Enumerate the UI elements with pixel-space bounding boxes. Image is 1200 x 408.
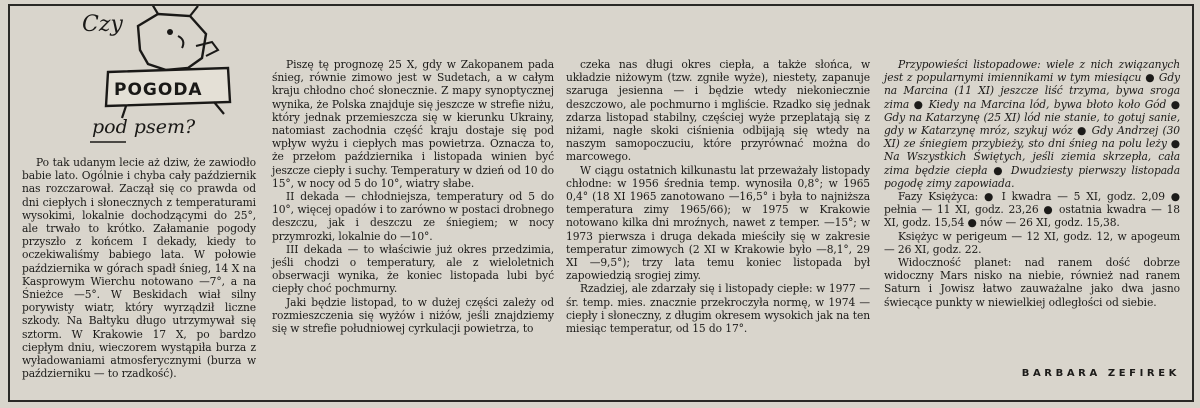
logo-title: POGODA — [114, 80, 203, 100]
frame-border-right — [1192, 4, 1194, 402]
paragraph: Rzadziej, ale zdarzały się i listopady ciepłe: w 1977 — śr. temp. mies. znacznie przekroczyła normę, w 1974 — ciepły i słoneczny, z długim okresem wysokich jak na ten miesiąc temperatur, od 15 do 17°. — [566, 282, 870, 336]
paragraph: Piszę tę prognozę 25 X, gdy w Zakopanem pada śnieg, równie zimowo jest w Sudetach, a w całym kraju chłodno choć słonecznie. Z mapy synoptycznej wynika, że Polska znajduje się jeszcze w strefie niżu, który jednak przemieszcza się w kierunku Ukrainy, natomiast zachodnia część kraju dostaje się pod wpływ wyżu i ciepłych mas powietrza. Oznacza to, że przełom października i listopada winien być jeszcze ciepły i suchy. Temperatury w dzień od 10 do 15°, w nocy od 5 do 10°, wiatry słabe. — [272, 58, 554, 190]
logo-pre-text: Czy — [82, 12, 123, 37]
paragraph: III dekada — to właściwie już okres przedzimia, jeśli chodzi o temperatury, ale z wieloletnich obserwacji wynika, że koniec listopada lubi być ciepły choć pochmurny. — [272, 242, 554, 296]
paragraph: W ciągu ostatnich kilkunastu lat przeważały listopady chłodne: w 1956 średnia temp. wynosiła 0,8°; w 1965 0,4° (18 XI 1965 zanotowano —16,5° i była to najniższa temperatura zimy 1965/66); w 1975 w Krakowie notowano kilka dni mroźnych, nawet z temper. —15°; w 1973 pierwsza i druga dekada mieściły się w zakresie temperatur zimowych (2 XI w Krakowie było —8,1°, 29 XI —9,5°); trzy lata temu koniec listopada był zapowiedzią srogiej zimy. — [566, 163, 870, 283]
article-column-2 — [272, 58, 554, 335]
paragraph: Jaki będzie listopad, to w dużej części zależy od rozmieszczenia się wyżów i niżów, jeśli znajdziemy się w strefie południowej cyrkulacji powietrza, to — [272, 295, 554, 336]
paragraph: Przypowieści listopadowe: wiele z nich związanych jest z popularnymi imiennikami w tym miesiącu ● Gdy na Marcina (11 XI) jeszcze liść trzyma, bywa sroga zima ● Kiedy na Marcina lód, bywa błoto koło Gód ● Gdy na Katarzynę (25 XI) lód nie stanie, to gotuj sanie, gdy w Katarzynę mróz, szykuj wóz ● Gdy Andrzej (30 XI) ze śniegiem przybieży, sto dni śnieg na polu leży ● Na Wszystkich Świętych, jeśli ziemia skrzepła, cała zima będzie ciepła ● Dwudziesty pierwszy listopada pogodę zimy zapowiada. — [884, 58, 1180, 190]
author-signature: BARBARA ZEFIREK — [1021, 368, 1180, 379]
paragraph: Księżyc w perigeum — 12 XI, godz. 12, w apogeum — 26 XI, godz. 22. — [884, 229, 1180, 256]
paragraph: Fazy Księżyca: ● I kwadra — 5 XI, godz. 2,09 ● pełnia — 11 XI, godz. 23,26 ● ostatnia kwadra — 18 XI, godz. 15,54 ● nów — 26 XI, godz. 15,38. — [884, 190, 1180, 230]
column-logo — [78, 6, 258, 154]
article-column-3 — [566, 58, 870, 335]
paragraph: Po tak udanym lecie aż dziw, że zawiodło babie lato. Ogólnie i chyba cały październik nas rozczarował. Zaczął się co prawda od dni ciepłych i słonecznych z temperaturami wysokimi, lokalnie dochodzącymi do 25°, ale trwało to krótko. Załamanie pogody przyszło z końcem I dekady, kiedy to oczekiwaliśmy babiego lata. W połowie października w górach spadł śnieg, 14 X na Kasprowym Wierchu notowano —7°, a na Śnieżce —5°. W Beskidach wiał silny porywisty wiatr, który wyrządził liczne szkody. Na Bałtyku długo utrzymywał się sztorm. W Krakowie 17 X, po bardzo ciepłym dniu, wieczorem wystąpiła burza z wyładowaniami atmosferycznymi (burza w październiku — to rzadkość). — [22, 156, 256, 381]
paragraph: czeka nas długi okres ciepła, a także słońca, w układzie niżowym (tzw. zgniłe wyże), niestety, zapanuje szaruga jesienna — i będzie wtedy niekoniecznie deszczowo, ale pochmurno i mgliście. Rzadko się jednak zdarza listopad stabilny, częściej wyże przeplatają się z niżami, nagłe skoki ciśnienia odbijają się wtedy na naszym samopoczuciu, które przyrównać można do marcowego. — [566, 58, 870, 164]
article-column-4 — [884, 58, 1180, 309]
paragraph: II dekada — chłodniejsza, temperatury od 5 do 10°, więcej opadów i to zarówno w postaci drobnego deszczu, jak i deszczu ze śniegiem; w nocy przymrozki, lokalnie do —10°. — [272, 190, 554, 243]
paragraph: Widoczność planet: nad ranem dość dobrze widoczny Mars nisko na niebie, również nad ranem Saturn i Jowisz łatwo zauważalne jako dwa jasno świecące punkty w niewielkiej odległości od siebie. — [884, 256, 1180, 309]
frame-border-left — [8, 4, 10, 402]
frame-border-bottom — [8, 400, 1194, 402]
logo-post-text: pod psem? — [92, 116, 196, 138]
article-column-1 — [22, 156, 256, 380]
